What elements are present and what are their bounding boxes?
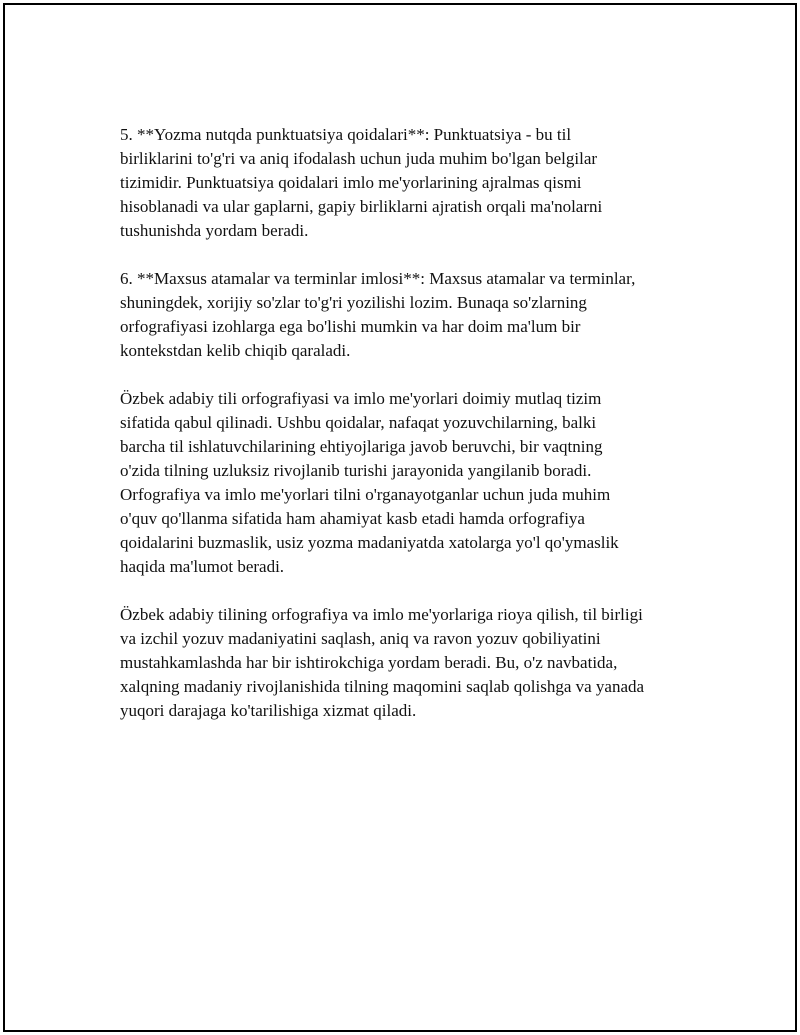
document-body (120, 123, 720, 747)
text-line: va izchil yozuv madaniyatini saqlash, aniq va ravon yozuv qobiliyatini (120, 629, 601, 648)
paragraph-orthography-system (120, 387, 720, 579)
text-line: o'zida tilning uzluksiz rivojlanib turishi jarayonida yangilanib boradi. (120, 461, 592, 480)
text-line: tushunishda yordam beradi. (120, 221, 309, 240)
paragraph-special-terms (120, 267, 720, 363)
text-line: xalqning madaniy rivojlanishida tilning maqomini saqlab qolishga va yanada (120, 677, 645, 696)
text-line: kontekstdan kelib chiqib qaraladi. (120, 341, 351, 360)
paragraph-punctuation-rules (120, 123, 720, 243)
text-line: tizimidir. Punktuatsiya qoidalari imlo me'yorlarining ajralmas qismi (120, 173, 582, 192)
text-line: sifatida qabul qilinadi. Ushbu qoidalar, nafaqat yozuvchilarning, balki (120, 413, 597, 432)
text-line: haqida ma'lumot beradi. (120, 557, 285, 576)
text-line: o'quv qo'llanma sifatida ham ahamiyat kasb etadi hamda orfografiya (120, 509, 585, 528)
text-line: barcha til ishlatuvchilarining ehtiyojlariga javob beruvchi, bir vaqtning (120, 437, 603, 456)
text-line: mustahkamlashda har bir ishtirokchiga yordam beradi. Bu, o'z navbatida, (120, 653, 618, 672)
document-page (3, 3, 797, 1032)
text-line: qoidalarini buzmaslik, usiz yozma madaniyatda xatolarga yo'l qo'ymaslik (120, 533, 619, 552)
text-line: orfografiyasi izohlarga ega bo'lishi mumkin va har doim ma'lum bir (120, 317, 581, 336)
text-line: shuningdek, xorijiy so'zlar to'g'ri yozilishi lozim. Bunaqa so'zlarning (120, 293, 587, 312)
text-line: birliklarini to'g'ri va aniq ifodalash uchun juda muhim bo'lgan belgilar (120, 149, 598, 168)
text-line: Özbek adabiy tilining orfografiya va imlo me'yorlariga rioya qilish, til birligi (120, 605, 643, 624)
text-line: Orfografiya va imlo me'yorlari tilni o'rganayotganlar uchun juda muhim (120, 485, 611, 504)
text-line: 5. **Yozma nutqda punktuatsiya qoidalari**: Punktuatsiya - bu til (120, 125, 572, 144)
paragraph-conclusion (120, 603, 720, 723)
text-line: hisoblanadi va ular gaplarni, gapiy birliklarni ajratish orqali ma'nolarni (120, 197, 603, 216)
text-line: Özbek adabiy tili orfografiyasi va imlo me'yorlari doimiy mutlaq tizim (120, 389, 602, 408)
text-line: 6. **Maxsus atamalar va terminlar imlosi**: Maxsus atamalar va terminlar, (120, 269, 636, 288)
text-line: yuqori darajaga ko'tarilishiga xizmat qiladi. (120, 701, 417, 720)
